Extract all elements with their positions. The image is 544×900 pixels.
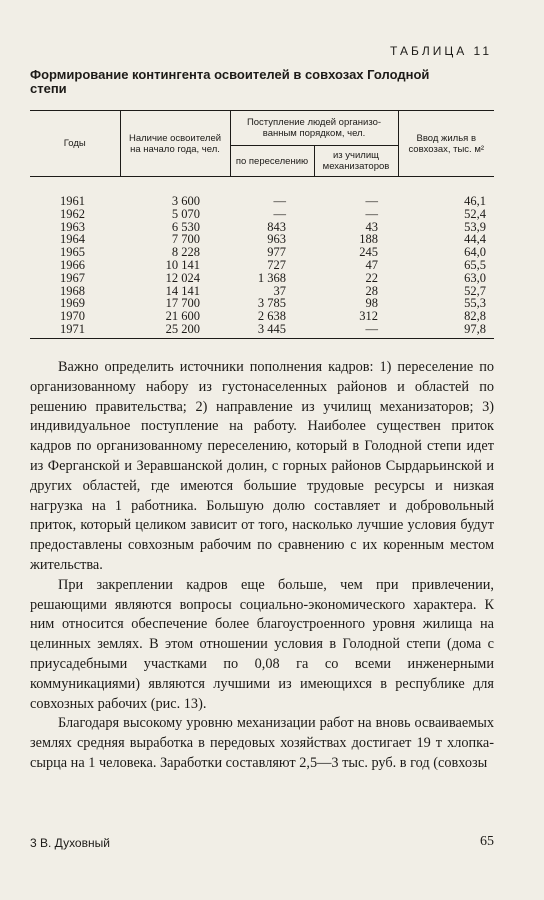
cell-year: 1971 bbox=[30, 323, 120, 338]
header-schools: из училищ механизаторов bbox=[314, 146, 398, 177]
cell-available: 7 700 bbox=[171, 232, 200, 247]
cell-schools: 98 bbox=[365, 296, 378, 311]
table-row bbox=[30, 208, 494, 221]
cell-housing: 55,3 bbox=[464, 296, 486, 311]
cell-schools: 28 bbox=[365, 283, 378, 298]
table-caption: Формирование контингента освоителей в совхозах Голодной степи bbox=[30, 67, 430, 96]
table-row bbox=[30, 259, 494, 272]
cell-year: 1967 bbox=[60, 270, 85, 285]
cell-housing: 82,8 bbox=[464, 309, 486, 324]
table-row bbox=[30, 246, 494, 259]
cell-year: 1969 bbox=[60, 296, 85, 311]
cell-available: 6 530 bbox=[171, 219, 200, 234]
cell-relocation: 843 bbox=[267, 219, 286, 234]
cell-relocation: 3 785 bbox=[257, 296, 286, 311]
cell-relocation: 963 bbox=[267, 232, 286, 247]
cell-housing: 65,5 bbox=[464, 257, 486, 272]
cell-year: 1962 bbox=[60, 206, 85, 221]
page-number: 65 bbox=[480, 834, 494, 849]
cell-schools: — bbox=[314, 323, 398, 338]
cell-housing: 46,1 bbox=[464, 194, 486, 208]
cell-housing: 52,4 bbox=[464, 206, 486, 221]
cell-year: 1966 bbox=[60, 257, 85, 272]
cell-available: 17 700 bbox=[165, 296, 200, 311]
cell-schools: 188 bbox=[359, 232, 378, 247]
cell-available: 8 228 bbox=[171, 245, 200, 260]
cell-available: 5 070 bbox=[171, 206, 200, 221]
cell-year: 1964 bbox=[60, 232, 85, 247]
cell-housing: 52,7 bbox=[464, 283, 486, 298]
cell-housing: 64,0 bbox=[464, 245, 486, 260]
cell-housing: 63,0 bbox=[464, 270, 486, 285]
table-body bbox=[30, 177, 494, 339]
cell-relocation: 37 bbox=[273, 283, 286, 298]
cell-available: 25 200 bbox=[120, 323, 230, 338]
cell-relocation: 727 bbox=[267, 257, 286, 272]
cell-schools: 43 bbox=[365, 219, 378, 234]
header-organized: Поступление людей организованным порядком, чел. bbox=[230, 111, 398, 146]
cell-year: 1965 bbox=[60, 245, 85, 260]
table-row bbox=[30, 323, 494, 338]
paragraph-mechanization: Благодаря высокому уровню механизации работ на вновь осваиваемых землях средняя выработка в передовых хозяйствах достигает 19 т хлопка-сырца на 1 человека. Заработки составляют 2,5—3 тыс. руб. в год (совхозы bbox=[30, 715, 494, 771]
header-available: Наличие освоителей на начало года, чел. bbox=[120, 111, 230, 177]
cell-year: 1968 bbox=[60, 283, 85, 298]
cell-schools: — bbox=[365, 194, 378, 208]
cell-relocation: — bbox=[273, 194, 286, 208]
cell-available: 3 600 bbox=[171, 194, 200, 208]
cell-schools: 245 bbox=[359, 245, 378, 260]
cell-relocation: 2 638 bbox=[257, 309, 286, 324]
cell-relocation: 3 445 bbox=[230, 323, 314, 338]
header-relocation: по переселению bbox=[230, 146, 314, 177]
cell-schools: 312 bbox=[359, 309, 378, 324]
paragraph-sources: Важно определить источники пополнения кадров: 1) переселение по организованному набору из густонаселенных районов и областей по решению правительства; 2) направление из училищ механизаторов; 3) индивидуальное поступление на работу. Наиболее существен приток кадров по организованному переселению, который в Голодной степи идет из Ферганской и Зеравшанской долин, с горных районов Сырдарьинской и других областей, где имеются большие трудовые ресурсы и низкая нагрузка на 1 работника. Большую долю составляет и добровольный приток, который целиком зависит от того, насколько лучшие условия будут предоставлены совхозным рабочим по сравнению с их коренным местом жительства. bbox=[30, 359, 494, 573]
table-row bbox=[30, 272, 494, 285]
cell-housing: 53,9 bbox=[464, 219, 486, 234]
cell-available: 21 600 bbox=[165, 309, 200, 324]
table-row bbox=[30, 177, 494, 208]
table-row bbox=[30, 221, 494, 234]
cell-housing: 97,8 bbox=[398, 323, 494, 338]
header-housing: Ввод жилья в совхозах, тыс. м² bbox=[398, 111, 494, 177]
paragraph-retention: При закреплении кадров еще больше, чем при привлечении, решающими являются вопросы социально-экономического характера. К ним относится обеспечение более благоустроенного уровня жилища на целинных землях. В этом отношении условия в Голодной степи (дома с приусадебными участками по 0,08 га со всеми инженерными коммуникациями) являются лучшими из имеющихся в республике для совхозных рабочих (рис. 13). bbox=[30, 576, 494, 712]
body-text bbox=[30, 358, 494, 774]
cell-schools: 47 bbox=[365, 257, 378, 272]
table-number-label: ТАБЛИЦА 11 bbox=[390, 44, 492, 58]
cell-year: 1963 bbox=[60, 219, 85, 234]
header-years: Годы bbox=[30, 111, 120, 177]
cell-schools: 22 bbox=[365, 270, 378, 285]
table-row bbox=[30, 233, 494, 246]
cell-available: 14 141 bbox=[165, 283, 200, 298]
cell-available: 10 141 bbox=[165, 257, 200, 272]
cell-relocation: — bbox=[273, 206, 286, 221]
contingent-table bbox=[30, 110, 494, 339]
cell-relocation: 1 368 bbox=[257, 270, 286, 285]
cell-housing: 44,4 bbox=[464, 232, 486, 247]
cell-schools: — bbox=[365, 206, 378, 221]
cell-relocation: 977 bbox=[267, 245, 286, 260]
footer-signature: 3 В. Духовный bbox=[30, 836, 110, 850]
cell-year: 1961 bbox=[60, 194, 85, 208]
cell-year: 1970 bbox=[60, 309, 85, 324]
cell-available: 12 024 bbox=[165, 270, 200, 285]
